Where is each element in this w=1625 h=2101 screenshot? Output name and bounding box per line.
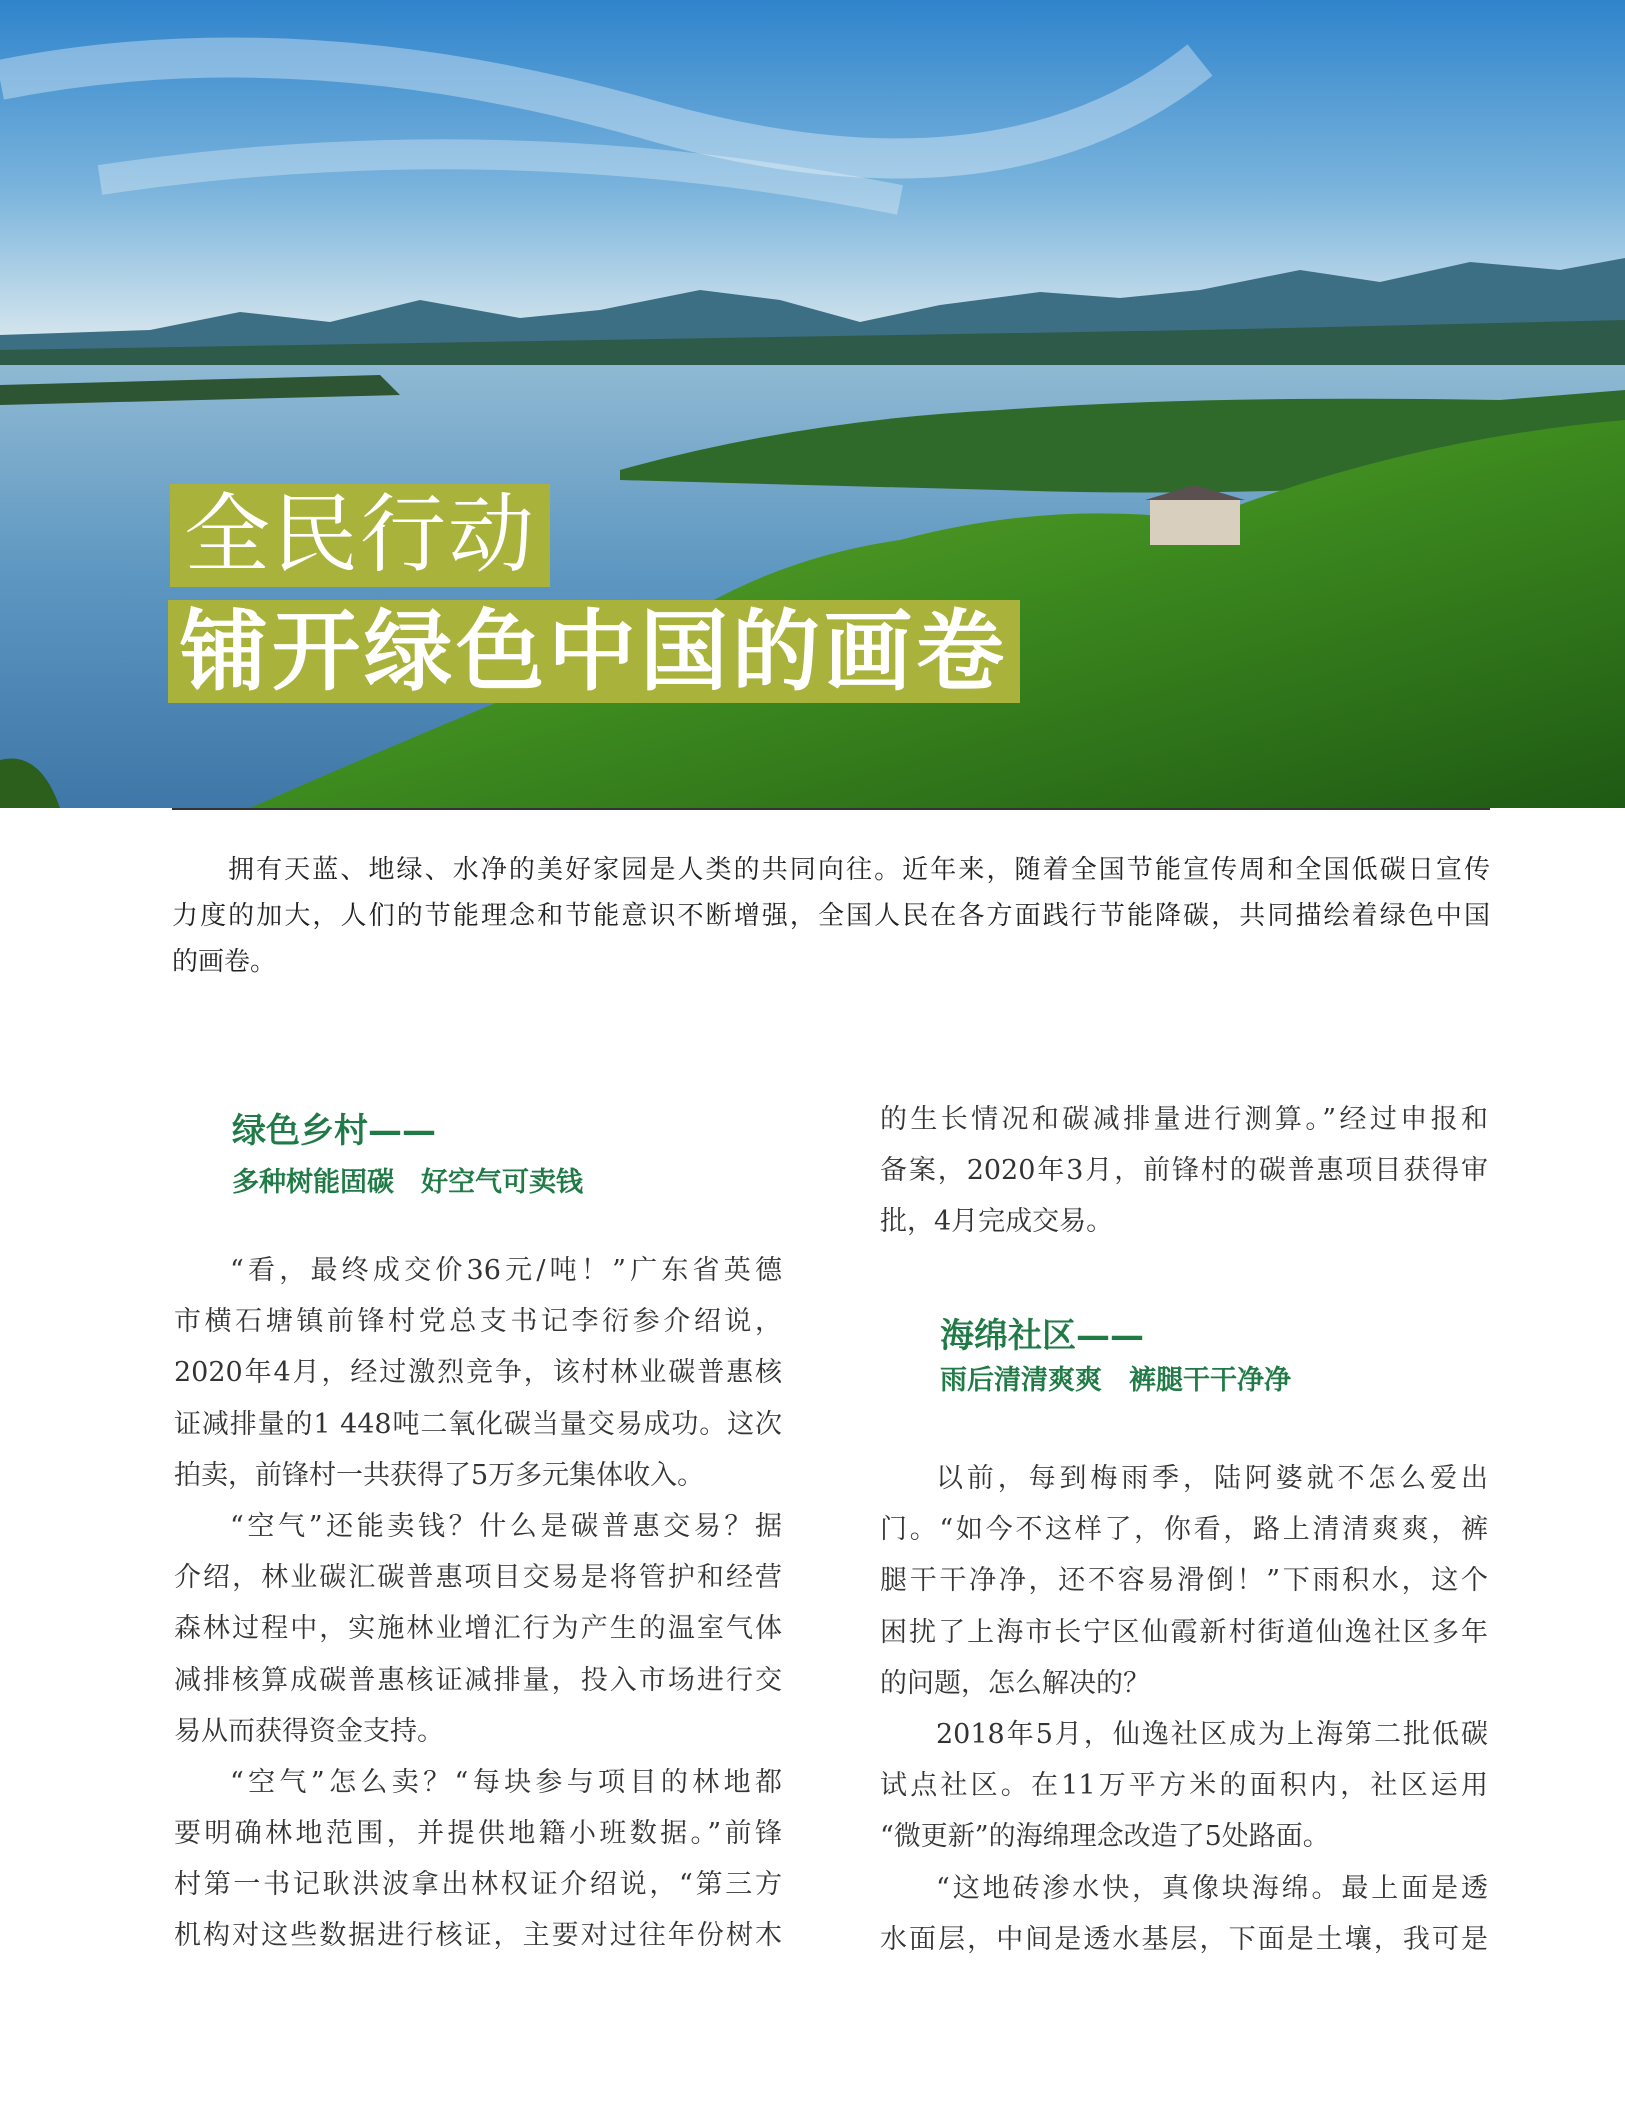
intro-line: 力度的加大，人们的节能理念和节能意识不断增强，全国人民在各方面践行节能降碳，共同描绘着绿色中国	[172, 901, 1490, 931]
body-line: 水面层，中间是透水基层，下面是土壤，我可是	[880, 1923, 1488, 1955]
body-line: “微更新”的海绵理念改造了5处路面。	[880, 1821, 1330, 1853]
intro-line: 拥有天蓝、地绿、水净的美好家园是人类的共同向往。近年来，随着全国节能宣传周和全国低碳日宣传	[228, 855, 1490, 885]
body-line: “看，最终成交价36元/吨！”广东省英德	[230, 1255, 782, 1286]
body-line: 证减排量的1 448吨二氧化碳当量交易成功。这次	[174, 1408, 782, 1440]
body-line: “空气”还能卖钱？什么是碳普惠交易？据	[230, 1510, 782, 1542]
title-line-1: 全民行动	[170, 484, 550, 587]
body-line: 机构对这些数据进行核证，主要对过往年份树木	[174, 1920, 782, 1952]
body-line: 减排核算成碳普惠核证减排量，投入市场进行交	[174, 1664, 782, 1696]
intro-line: 的画卷。	[172, 947, 277, 977]
body-line: 以前，每到梅雨季，陆阿婆就不怎么爱出	[936, 1463, 1488, 1494]
body-line: 拍卖，前锋村一共获得了5万多元集体收入。	[174, 1459, 705, 1491]
body-line: 门。“如今不这样了，你看，路上清清爽爽，裤	[880, 1514, 1488, 1546]
body-line: 介绍，林业碳汇碳普惠项目交易是将管护和经营	[174, 1562, 782, 1594]
body-line: 的问题，怎么解决的？	[880, 1667, 1150, 1699]
body-line: 备案，2020年3月，前锋村的碳普惠项目获得审	[880, 1155, 1488, 1187]
body-line: “空气”怎么卖？“每块参与项目的林地都	[230, 1766, 782, 1798]
article-column-right-bottom	[880, 1453, 1488, 1965]
section-heading-green-village: 绿色乡村——	[232, 1111, 436, 1151]
body-line: 试点社区。在11万平方米的面积内，社区运用	[880, 1770, 1488, 1802]
body-line: 村第一书记耿洪波拿出林权证介绍说，“第三方	[174, 1869, 782, 1901]
body-line: 困扰了上海市长宁区仙霞新村街道仙逸社区多年	[880, 1616, 1488, 1648]
body-line: 2020年4月，经过激烈竞争，该村林业碳普惠核	[174, 1357, 782, 1389]
body-line: 2018年5月，仙逸社区成为上海第二批低碳	[936, 1718, 1488, 1750]
title-line-2: 铺开绿色中国的画卷	[168, 600, 1020, 703]
body-line: “这地砖渗水快，真像块海绵。最上面是透	[936, 1872, 1488, 1904]
body-line: 森林过程中，实施林业增汇行为产生的温室气体	[174, 1613, 782, 1645]
body-line: 要明确林地范围，并提供地籍小班数据。”前锋	[174, 1818, 782, 1850]
body-line: 批，4月完成交易。	[880, 1206, 1114, 1238]
body-line: 易从而获得资金支持。	[174, 1715, 444, 1747]
body-line: 的生长情况和碳减排量进行测算。”经过申报和	[880, 1104, 1488, 1135]
section-heading-sponge-community: 海绵社区——	[940, 1316, 1144, 1356]
intro-paragraph	[172, 847, 1490, 985]
article-column-right-top	[880, 1094, 1488, 1248]
section-subheading-sponge-community: 雨后清清爽爽 裤腿干干净净	[940, 1365, 1291, 1396]
body-line: 市横石塘镇前锋村党总支书记李衍参介绍说，	[174, 1306, 782, 1338]
section-subheading-green-village: 多种树能固碳 好空气可卖钱	[232, 1167, 583, 1198]
article-column-left	[174, 1245, 782, 1962]
body-line: 腿干干净净，还不容易滑倒！”下雨积水，这个	[880, 1565, 1488, 1597]
divider-rule	[172, 808, 1490, 810]
